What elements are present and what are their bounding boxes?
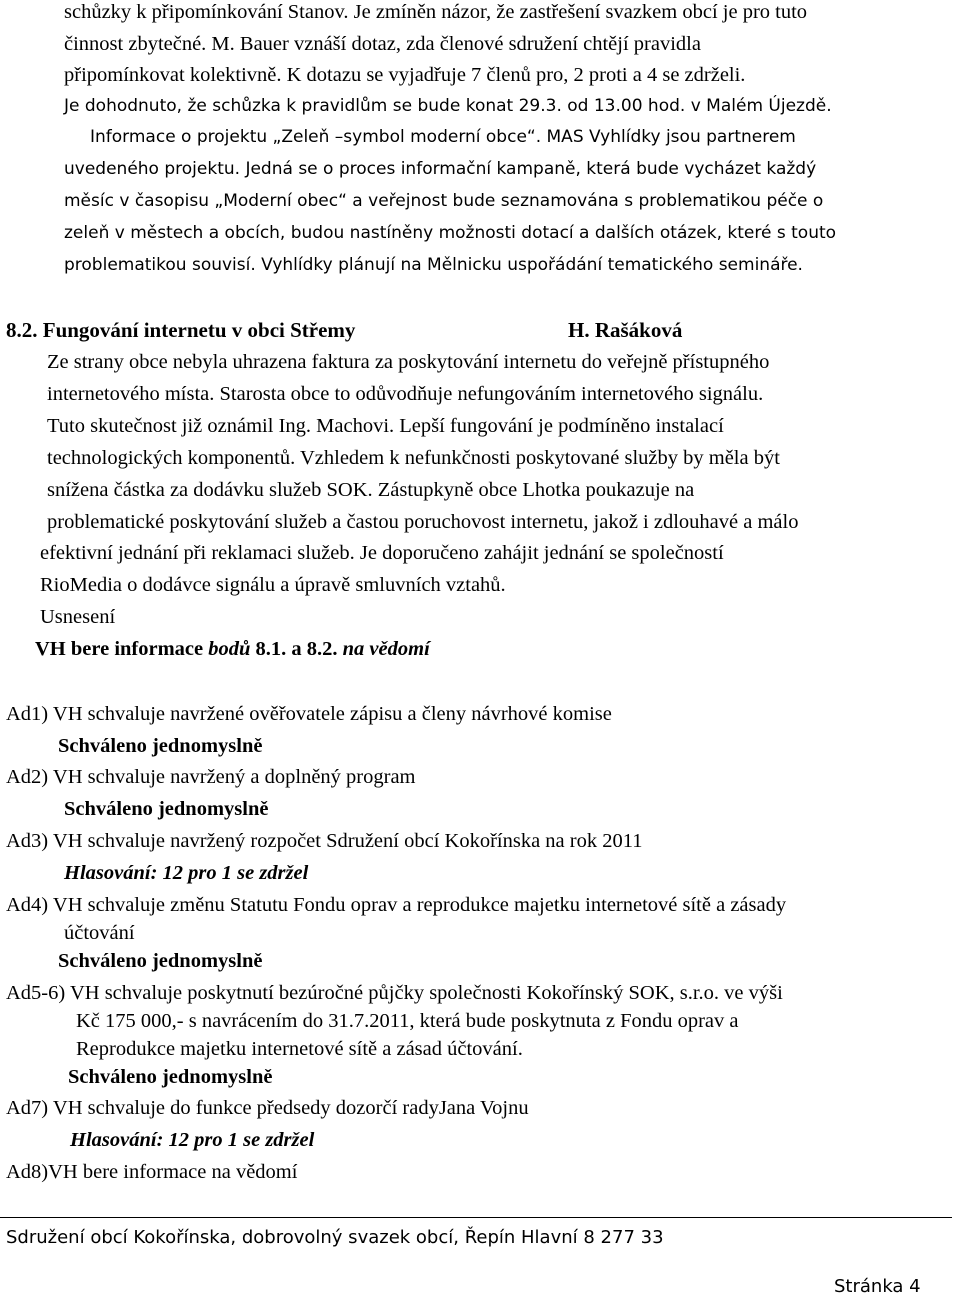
ad56-line-1: Ad5-6) VH schvaluje poskytnutí bezúročné půjčky společnosti Kokořínský SOK, s.r.o. ve výši (6, 982, 783, 1004)
ad1-line: Ad1) VH schvaluje navržené ověřovatele zápisu a členy návrhové komise (6, 703, 612, 725)
section-line-2: internetového místa. Starosta obce to odůvodňuje nefungováním internetového signálu. (47, 383, 764, 405)
intro-line-5: Informace o projektu „Zeleň –symbol moderní obce“. MAS Vyhlídky jsou partnerem (90, 127, 796, 147)
intro-line-8: zeleň v městech a obcích, budou nastíněny možnosti dotací a dalších otázek, které s touto (64, 223, 837, 243)
intro-line-1: schůzky k připomínkování Stanov. Je zmíněn názor, že zastřešení svazkem obcí je pro tuto (64, 1, 808, 23)
footer-divider (0, 1217, 952, 1218)
resolution-line (35, 639, 430, 660)
intro-line-7: měsíc v časopisu „Moderní obec“ a veřejnost bude seznamována s problematikou péče o (64, 191, 824, 211)
resolution-part-4: na vědomí (342, 638, 430, 660)
intro-line-2: činnost zbytečné. M. Bauer vznáší dotaz, zda členové sdružení chtějí pravidla (64, 33, 701, 55)
section-line-6: problematické poskytování služeb a častou poruchovost internetu, jakož i zdlouhavé a málo (47, 511, 799, 533)
ad3-vote: Hlasování: 12 pro 1 se zdržel (64, 862, 309, 884)
resolution-part-3: 8.1. a 8.2. (250, 638, 343, 660)
ad8-line: Ad8)VH bere informace na vědomí (6, 1161, 298, 1183)
intro-line-3: připomínkovat kolektivně. K dotazu se vyjadřuje 7 členů pro, 2 proti a 4 se zdrželi. (64, 64, 746, 86)
section-line-4: technologických komponentů. Vzhledem k nefunkčnosti poskytované služby by měla být (47, 447, 780, 469)
section-line-1: Ze strany obce nebyla uhrazena faktura za poskytování internetu do veřejně přístupného (47, 351, 770, 373)
ad7-line: Ad7) VH schvaluje do funkce předsedy dozorčí radyJana Vojnu (6, 1097, 529, 1119)
footer-organization: Sdružení obcí Kokořínska, dobrovolný svazek obcí, Řepín Hlavní 8 277 33 (6, 1227, 664, 1248)
ad4-line-2: účtování (64, 922, 135, 944)
ad7-vote: Hlasování: 12 pro 1 se zdržel (70, 1129, 315, 1151)
section-line-3: Tuto skutečnost již oznámil Ing. Machovi. Lepší fungování je podmíněno instalací (47, 415, 724, 437)
ad1-vote: Schváleno jednomyslně (58, 735, 263, 757)
section-presenter: H. Rašáková (568, 318, 683, 342)
intro-line-9: problematikou souvisí. Vyhlídky plánují na Mělnicku uspořádání tematického semináře. (64, 255, 803, 275)
intro-line-4: Je dohodnuto, že schůzka k pravidlům se bude konat 29.3. od 13.00 hod. v Malém Újezdě. (64, 96, 832, 116)
section-title: 8.2. Fungování internetu v obci Střemy (6, 318, 356, 342)
ad56-vote: Schváleno jednomyslně (68, 1066, 273, 1088)
page-number: Stránka 4 (834, 1276, 921, 1297)
ad2-vote: Schváleno jednomyslně (64, 798, 269, 820)
intro-line-6-a: uvedeného projektu. (64, 159, 241, 179)
ad4-vote: Schváleno jednomyslně (58, 950, 263, 972)
intro-line-6-b: Jedná se o proces informační kampaně, která bude vycházet každý (245, 159, 817, 179)
ad4-line-1: Ad4) VH schvaluje změnu Statutu Fondu oprav a reprodukce majetku internetové sítě a zásady (6, 894, 787, 916)
section-line-8: RioMedia o dodávce signálu a úpravě smluvních vztahů. (40, 574, 506, 596)
intro-line-6 (64, 161, 816, 178)
section-line-5: snížena částka za dodávku služeb SOK. Zástupkyně obce Lhotka poukazuje na (47, 479, 695, 501)
ad2-line: Ad2) VH schvaluje navržený a doplněný program (6, 766, 416, 788)
ad56-line-2: Kč 175 000,- s navrácením do 31.7.2011, která bude poskytnuta z Fondu oprav a (76, 1010, 739, 1032)
section-line-7: efektivní jednání při reklamaci služeb. Je doporučeno zahájit jednání se společností (40, 542, 724, 564)
resolution-part-1: VH bere informace (35, 638, 209, 660)
usneseni-label: Usnesení (40, 606, 116, 628)
resolution-part-2: bodů (208, 638, 251, 660)
ad56-line-3: Reprodukce majetku internetové sítě a zásad účtování. (76, 1038, 523, 1060)
ad3-line: Ad3) VH schvaluje navržený rozpočet Sdružení obcí Kokořínska na rok 2011 (6, 830, 643, 852)
